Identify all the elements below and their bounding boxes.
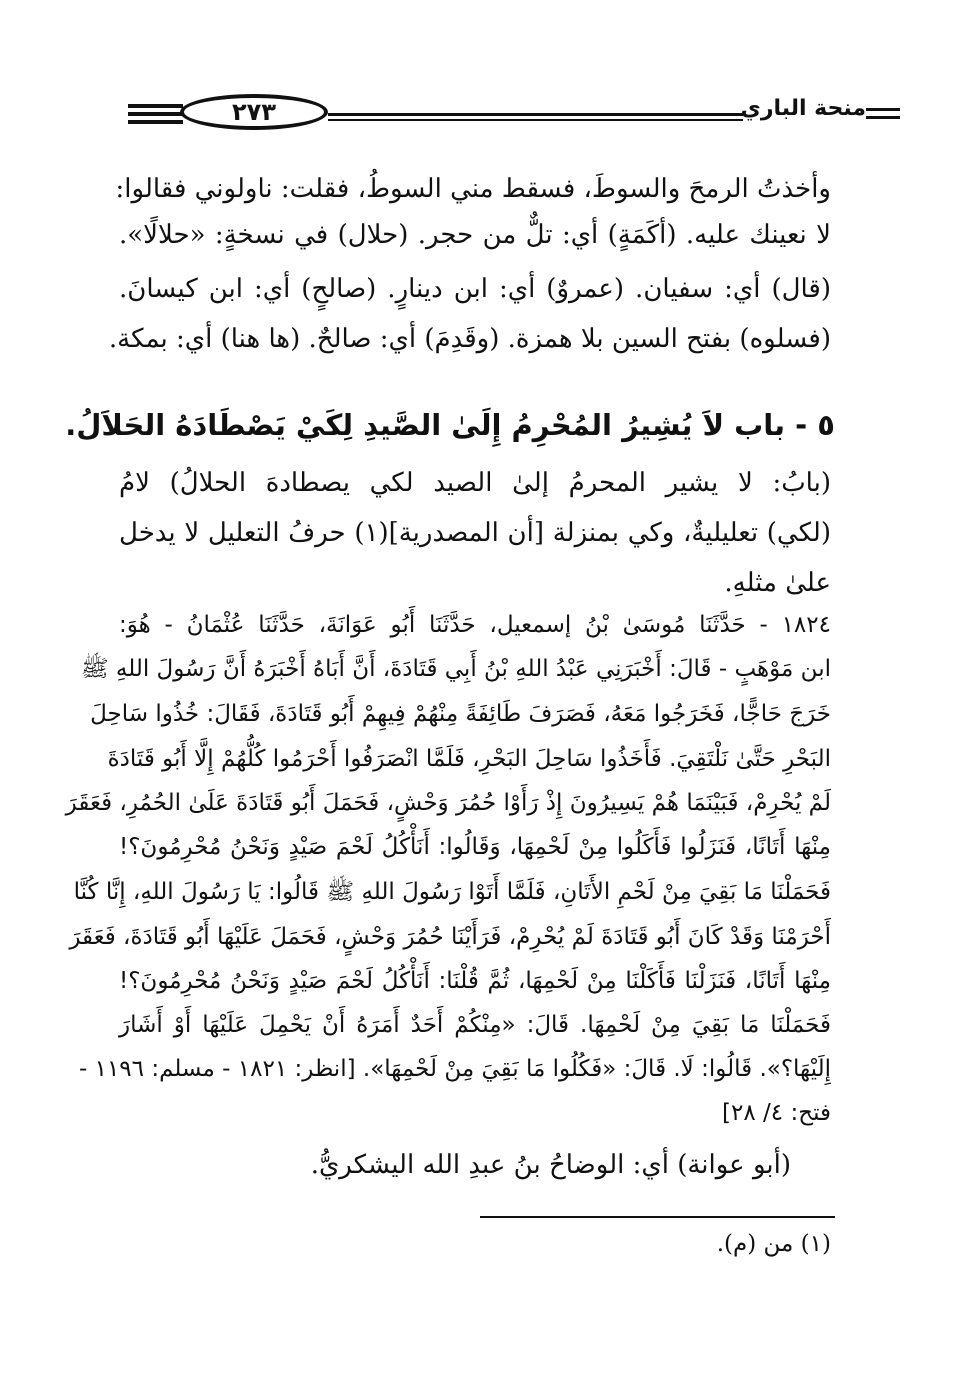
hadith-line: البَحْرِ حَتَّىٰ نَلْتَقِيَ. فَأَخَذُوا سَاحِلَ البَحْرِ، فَلَمَّا انْصَرَفُوا أَحْرَمُوا كُلُّهُمْ إِلَّا أَبُو قَتَادَةَ (107, 746, 831, 772)
hadith-line: إِلَيْهَا؟». قَالُوا: لَا. قَالَ: «فَكُلُوا مَا بَقِيَ مِنْ لَحْمِهَا». [انظر: ١٨٢١ - مسلم: ١١٩٦ - (78, 1056, 831, 1082)
page-number: ٢٧٣ (180, 94, 328, 130)
text-line: لا نعينك عليه. (أكَمَةٍ) أي: تلٌّ من حجر. (حلال) في نسخةٍ: «حلالًا». (119, 220, 831, 250)
header-ornament-rule (866, 108, 900, 111)
header-rule (328, 113, 743, 116)
text-line: (بابُ: لا يشير المحرمُ إلىٰ الصيد لكي يصطادهَ الحلالُ) لامُ (119, 468, 831, 498)
text-line: (فسلوه) بفتح السين بلا همزة. (وقَدِمَ) أي: صالحٌ. (ها هنا) أي: بمكة. (108, 324, 831, 354)
header-rule (328, 119, 743, 121)
text-line: علىٰ مثلهِ. (724, 568, 831, 598)
closing-commentary: (أبو عوانة) أي: الوضاحُ بنُ عبدِ الله اليشكريُّ. (310, 1150, 791, 1180)
book-title: منحة الباري (740, 96, 866, 121)
header-ornament-rule (866, 116, 900, 119)
hadith-line: أَحْرَمْنَا وَقَدْ كَانَ أَبُو قَتَادَةَ لَمْ يُحْرِمْ، فَرَأَيْنَا حُمُرَ وَحْشٍ، فَحَمَلَ عَلَيْهَا أَبُو قَتَادَةَ، فَعَقَرَ (69, 924, 831, 950)
header-ornament-rule (128, 104, 183, 108)
text-line: (لكي) تعليليةٌ، وكي بمنزلة [أن المصدرية](١) حرفُ التعليل لا يدخل (119, 518, 831, 548)
header-ornament-rule (128, 112, 183, 116)
hadith-line: مِنْهَا أَتَانًا، فَنَزَلُوا فَأَكَلُوا مِنْ لَحْمِهَا، وَقَالُوا: أَنَأْكُلُ لَحْمَ صَيْدٍ وَنَحْنُ مُحْرِمُونَ؟! (119, 834, 831, 860)
hadith-line: خَرَجَ حَاجًّا، فَخَرَجُوا مَعَهُ، فَصَرَفَ طَائِفَةً مِنْهُمْ فِيهِمْ أَبُو قَتَادَةَ، فَقَالَ: خُذُوا سَاحِلَ (90, 701, 831, 727)
text-line: وأخذتُ الرمحَ والسوطَ، فسقط مني السوطُ، فقلت: ناولوني فقالوا: (115, 174, 831, 204)
hadith-reference: فتح: ٤/ ٢٨] (722, 1100, 831, 1126)
hadith-line: مِنْهَا أَتَانًا، فَنَزَلْنَا فَأَكَلْنَا مِنْ لَحْمِهَا، ثُمَّ قُلْنَا: أَنَأْكُلُ لَحْمَ صَيْدٍ وَنَحْنُ مُحْرِمُونَ؟! (119, 968, 831, 994)
page-header (128, 92, 866, 136)
hadith-line: فَحَمَلْنَا مَا بَقِيَ مِنْ لَحْمِهَا. قَالَ: «مِنْكُمْ أَحَدٌ أَمَرَهُ أَنْ يَحْمِلَ عَلَيْهَا أَوْ أَشَارَ (119, 1012, 831, 1038)
hadith-line: لَمْ يُحْرِمْ، فَبَيْنَمَا هُمْ يَسِيرُونَ إِذْ رَأَوْا حُمُرَ وَحْشٍ، فَحَمَلَ أَبُو قَتَادَةَ عَلَىٰ الحُمُرِ، فَعَقَرَ (65, 790, 831, 816)
hadith-line: فَحَمَلْنَا مَا بَقِيَ مِنْ لَحْمِ الأَتَانِ، فَلَمَّا أَتَوْا رَسُولَ اللهِ ﷺ قَالُوا: يَا رَسُولَ اللهِ، إِنَّا كُنَّا (73, 879, 831, 905)
chapter-heading: ٥ - باب لاَ يُشِيرُ المُحْرِمُ إِلَىٰ الصَّيدِ لِكَيْ يَصْطَادَهُ الحَلاَلُ. (65, 408, 835, 442)
header-ornament-rule (128, 120, 183, 124)
text-line: (قال) أي: سفيان. (عمروٌ) أي: ابن دينارٍ. (صالحٍ) أي: ابن كيسانَ. (119, 274, 831, 304)
footnote-separator (480, 1216, 835, 1218)
footnote: (١) من (م). (716, 1231, 831, 1257)
hadith-line: ١٨٢٤ - حَدَّثَنَا مُوسَىٰ بْنُ إسمعيل، حَدَّثَنَا أَبُو عَوَانَةَ، حَدَّثَنَا عُثْمَانُ - هُوَ: (119, 612, 831, 638)
hadith-line: ابن مَوْهَبٍ - قَالَ: أَخْبَرَنِي عَبْدُ اللهِ بْنُ أَبِي قَتَادَةَ، أَنَّ أَبَاهُ أَخْبَرَهُ أَنَّ رَسُولَ اللهِ ﷺ (80, 656, 831, 682)
